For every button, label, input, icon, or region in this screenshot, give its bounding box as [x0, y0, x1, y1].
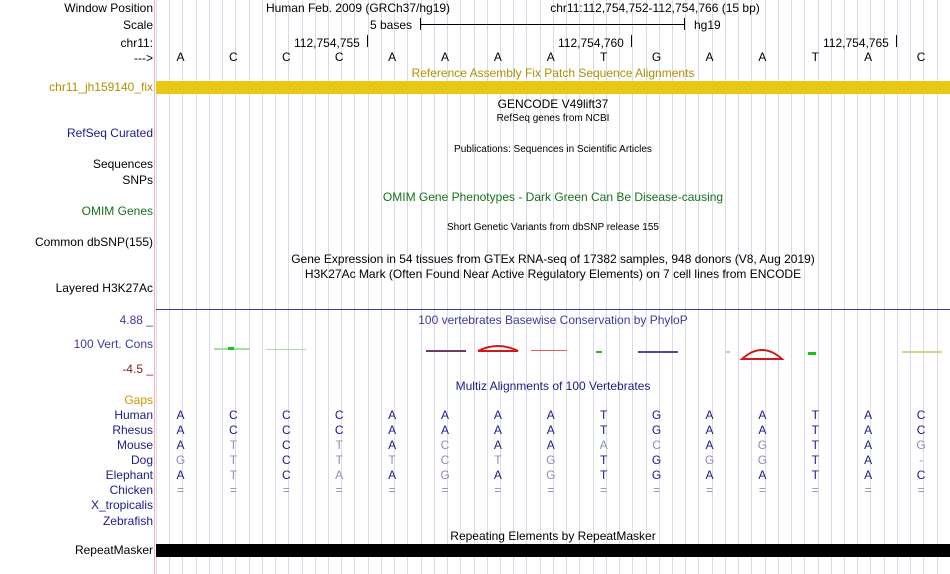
- multiz-base: A: [705, 438, 714, 452]
- multiz-base: A: [440, 408, 450, 422]
- multiz-base: T: [600, 453, 608, 467]
- species-label: Dog: [130, 453, 153, 467]
- multiz-base: G: [651, 408, 662, 422]
- ruler-tick: [631, 35, 632, 47]
- snps-track-label[interactable]: SNPs: [122, 173, 153, 187]
- scale-db: hg19: [694, 18, 721, 32]
- species-label: Chicken: [109, 483, 153, 497]
- multiz-base: A: [440, 423, 450, 437]
- multiz-base: T: [229, 453, 238, 467]
- multiz-base: T: [229, 468, 238, 482]
- multiz-base: G: [757, 453, 768, 467]
- multiz-base: A: [388, 438, 397, 452]
- multiz-base: =: [758, 483, 766, 497]
- multiz-base: G: [546, 453, 556, 467]
- multiz-base: A: [493, 408, 502, 422]
- species-label: Human: [114, 408, 153, 422]
- multiz-base: G: [651, 453, 662, 467]
- refseq-track-title: RefSeq genes from NCBI: [496, 113, 610, 124]
- multiz-base: A: [176, 423, 185, 437]
- multiz-base: T: [811, 423, 819, 437]
- multiz-base: C: [916, 408, 926, 422]
- multiz-base: T: [811, 453, 819, 467]
- multiz-base: =: [229, 483, 237, 497]
- ref-base: C: [334, 50, 344, 64]
- scale-bar-end-tick: [684, 18, 685, 30]
- multiz-base: T: [600, 468, 608, 482]
- track-area[interactable]: [156, 0, 950, 574]
- multiz-base: C: [334, 408, 344, 422]
- window-position-label: Window Position: [64, 1, 153, 15]
- multiz-base: G: [757, 438, 768, 452]
- multiz-base: T: [335, 453, 343, 467]
- multiz-base: =: [917, 483, 925, 497]
- assembly-title: Human Feb. 2009 (GRCh37/hg19): [265, 1, 451, 15]
- multiz-base: C: [440, 453, 450, 467]
- multiz-track-title: Multiz Alignments of 100 Vertebrates: [455, 379, 651, 393]
- species-label: Zebrafish: [102, 514, 153, 528]
- chrom-label: chr11:: [120, 36, 153, 50]
- multiz-base: =: [600, 483, 608, 497]
- multiz-base: C: [916, 423, 926, 437]
- omim-track-title: OMIM Gene Phenotypes - Dark Green Can Be Disease-causing: [382, 190, 724, 204]
- multiz-base: A: [176, 408, 185, 422]
- ref-base: C: [916, 50, 926, 64]
- scale-label: Scale: [122, 18, 153, 32]
- multiz-base: T: [811, 468, 819, 482]
- cons-bar-neg: [638, 351, 678, 353]
- multiz-base: A: [705, 408, 714, 422]
- multiz-base: =: [388, 483, 396, 497]
- ref-base: T: [600, 50, 608, 64]
- multiz-base: =: [547, 483, 555, 497]
- cons-bar-neg: [531, 350, 567, 351]
- multiz-base: T: [229, 438, 238, 452]
- multiz-base: T: [811, 438, 819, 452]
- scale-bar-start-tick: [420, 18, 421, 30]
- strand-arrow-label: --->: [134, 51, 153, 65]
- cons-bar-pos: [596, 351, 602, 353]
- cons-bar-neg: [426, 350, 466, 352]
- patch-alignment-bar[interactable]: [156, 81, 950, 94]
- multiz-base: =: [811, 483, 819, 497]
- multiz-base: =: [282, 483, 290, 497]
- multiz-base: A: [758, 423, 767, 437]
- multiz-base: C: [652, 438, 661, 452]
- multiz-base: C: [334, 423, 344, 437]
- multiz-base: =: [705, 483, 714, 497]
- cons-bar-pos: [726, 351, 730, 353]
- multiz-base: A: [705, 423, 714, 437]
- ruler-tick-label: 112,754,760: [558, 36, 624, 50]
- cons-bar-pos: [266, 349, 306, 350]
- multiz-base: G: [651, 468, 662, 482]
- gencode-track-title: GENCODE V49lift37: [497, 97, 609, 111]
- multiz-base: T: [388, 453, 396, 467]
- gtex-track-title: Gene Expression in 54 tissues from GTEx RNA-seq of 17382 samples, 948 donors (V8, Aug 2019): [291, 252, 815, 266]
- h3k27ac-track-title: H3K27Ac Mark (Often Found Near Active Regulatory Elements) on 7 cell lines from ENCODE: [304, 267, 802, 281]
- multiz-base: A: [388, 423, 397, 437]
- multiz-base: T: [600, 408, 608, 422]
- multiz-base: A: [176, 438, 185, 452]
- dbsnp-track-title: Short Genetic Variants from dbSNP release 155: [447, 222, 659, 233]
- species-label: Rhesus: [112, 423, 153, 437]
- multiz-base: A: [758, 408, 767, 422]
- multiz-base: =: [864, 483, 872, 497]
- ref-base: A: [546, 50, 555, 64]
- multiz-base: C: [916, 468, 926, 482]
- species-label: Mouse: [116, 438, 153, 452]
- ruler-tick-label: 112,754,765: [823, 36, 889, 50]
- multiz-base: T: [600, 423, 608, 437]
- multiz-base: C: [281, 438, 291, 452]
- multiz-base: C: [281, 453, 291, 467]
- ref-base: A: [864, 50, 873, 64]
- multiz-base: A: [493, 423, 502, 437]
- multiz-base: C: [281, 468, 291, 482]
- multiz-base: C: [281, 408, 291, 422]
- dbsnp-track-label[interactable]: Common dbSNP(155): [34, 235, 153, 249]
- cons-track-label[interactable]: 100 Vert. Cons: [73, 337, 153, 351]
- multiz-base: T: [811, 408, 819, 422]
- multiz-base: A: [546, 438, 555, 452]
- multiz-base: A: [388, 408, 397, 422]
- multiz-base: A: [864, 468, 873, 482]
- multiz-base: -: [919, 453, 924, 467]
- multiz-base: A: [864, 438, 873, 452]
- multiz-base: =: [441, 483, 449, 497]
- multiz-base: T: [335, 438, 343, 452]
- multiz-base: A: [176, 468, 185, 482]
- multiz-base: A: [335, 468, 344, 482]
- repeatmasker-track-title: Repeating Elements by RepeatMasker: [450, 529, 656, 543]
- multiz-base: A: [493, 438, 502, 452]
- cons-track-title: 100 vertebrates Basewise Conservation by PhyloP: [418, 313, 688, 327]
- multiz-base: =: [335, 483, 343, 497]
- multiz-base: G: [704, 453, 715, 467]
- h3k27ac-track-label[interactable]: Layered H3K27Ac: [55, 281, 153, 295]
- cons-bar-neg: [478, 350, 518, 352]
- multiz-base: G: [651, 423, 662, 437]
- gaps-label: Gaps: [124, 393, 153, 407]
- multiz-base: =: [494, 483, 502, 497]
- cons-top-line: [156, 309, 950, 310]
- cons-bar-pos: [808, 352, 816, 355]
- ruler-tick-label: 112,754,755: [294, 36, 360, 50]
- ref-base: T: [811, 50, 819, 64]
- ref-base: A: [440, 50, 450, 64]
- ref-base: A: [388, 50, 397, 64]
- multiz-base: A: [864, 408, 873, 422]
- cons-bar-neg: [742, 358, 782, 360]
- ref-base: C: [281, 50, 291, 64]
- multiz-base: G: [546, 468, 556, 482]
- cons-min-label: -4.5 _: [122, 362, 153, 376]
- scale-bar: [420, 24, 684, 25]
- multiz-base: A: [546, 423, 555, 437]
- multiz-base: T: [494, 453, 502, 467]
- cons-bar-pos: [902, 351, 942, 353]
- species-label: Elephant: [105, 468, 153, 482]
- multiz-base: A: [388, 468, 397, 482]
- multiz-base: C: [229, 423, 238, 437]
- multiz-base: C: [229, 408, 238, 422]
- scale-text: 5 bases: [370, 18, 413, 32]
- multiz-base: C: [281, 423, 291, 437]
- multiz-base: A: [864, 453, 873, 467]
- ref-base: A: [705, 50, 714, 64]
- cons-peak-neg: [742, 350, 782, 359]
- publications-track-title: Publications: Sequences in Scientific Articles: [454, 144, 652, 155]
- multiz-base: C: [440, 438, 450, 452]
- sequences-track-label[interactable]: Sequences: [92, 157, 153, 171]
- label-divider: [154, 0, 155, 574]
- ruler-tick: [367, 35, 368, 47]
- ref-base: A: [758, 50, 767, 64]
- ref-base: C: [229, 50, 238, 64]
- multiz-base: G: [440, 468, 450, 482]
- multiz-base: A: [599, 438, 608, 452]
- multiz-base: =: [653, 483, 661, 497]
- patch-track-title: Reference Assembly Fix Patch Sequence Alignments: [411, 66, 695, 80]
- repeatmasker-track-label[interactable]: RepeatMasker: [74, 543, 153, 557]
- position-readout: chr11:112,754,752-112,754,766 (15 bp): [550, 1, 760, 15]
- multiz-base: A: [493, 468, 502, 482]
- repeatmasker-bar[interactable]: [156, 544, 950, 557]
- patch-track-label[interactable]: chr11_jh159140_fix: [49, 80, 153, 94]
- species-label: X_tropicalis: [90, 498, 153, 512]
- multiz-base: A: [546, 408, 555, 422]
- cons-bar-pos: [228, 347, 234, 350]
- multiz-base: G: [175, 453, 186, 467]
- multiz-base: =: [176, 483, 185, 497]
- multiz-base: A: [758, 468, 767, 482]
- ruler-tick: [896, 35, 897, 47]
- ref-base: A: [493, 50, 502, 64]
- multiz-base: A: [864, 423, 873, 437]
- omim-track-label[interactable]: OMIM Genes: [81, 204, 153, 218]
- ref-base: A: [176, 50, 185, 64]
- ref-base: G: [651, 50, 662, 64]
- conservation-graph[interactable]: [156, 335, 950, 365]
- cons-max-label: 4.88 _: [119, 313, 153, 327]
- multiz-base: G: [916, 438, 926, 452]
- refseq-track-label[interactable]: RefSeq Curated: [66, 126, 153, 140]
- multiz-base: A: [705, 468, 714, 482]
